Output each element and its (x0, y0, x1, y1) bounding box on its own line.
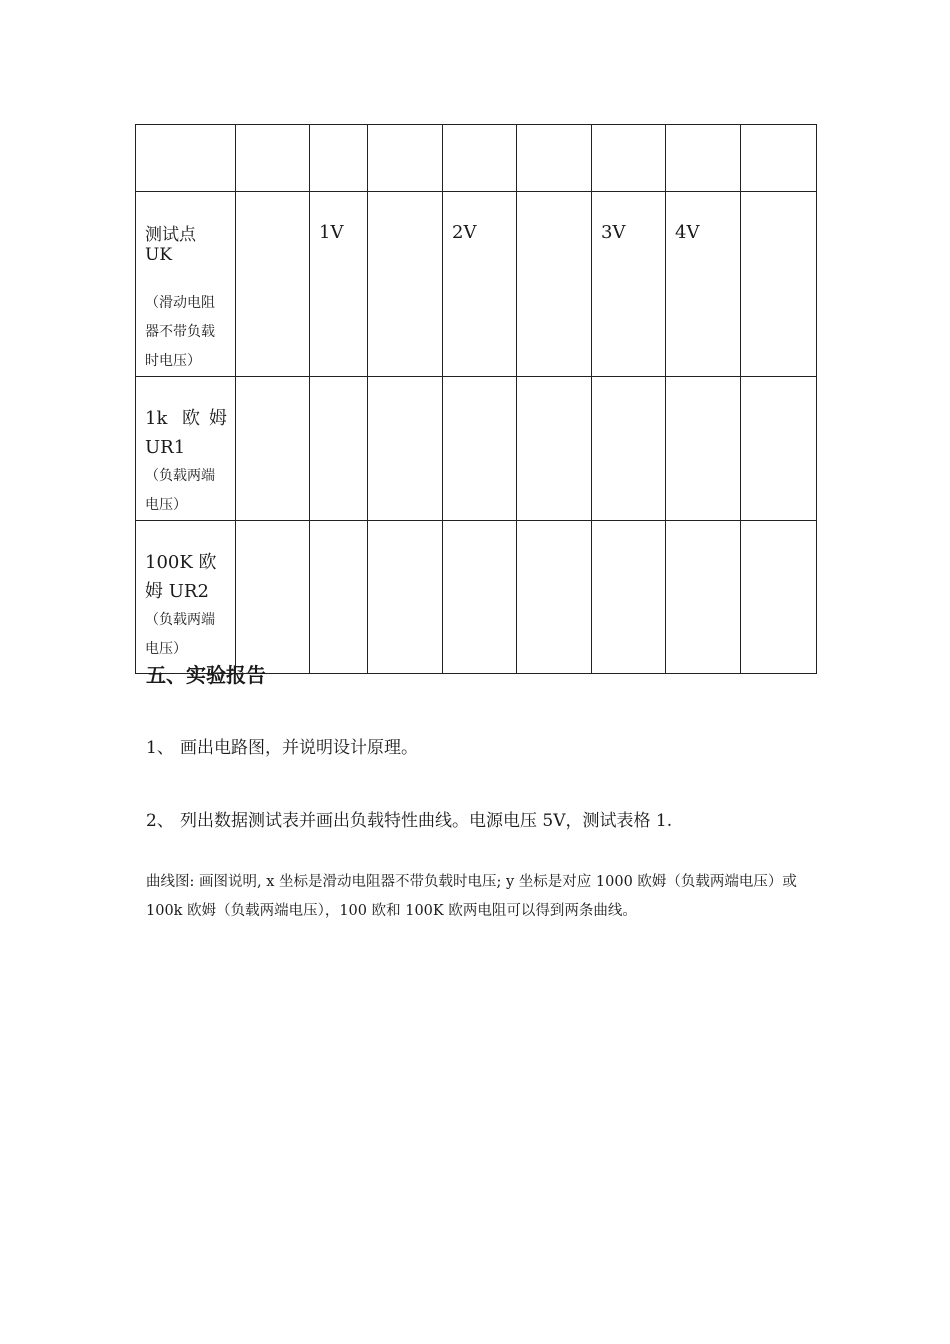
table-row-uk (136, 192, 817, 377)
table-cell (741, 377, 817, 521)
uk-value: 2V (452, 222, 477, 243)
item-number: 1、 (146, 738, 174, 758)
table-cell (310, 377, 368, 521)
curve-note: 曲线图: 画图说明, x 坐标是滑动电阻器不带负载时电压; y 坐标是对应 1000 欧姆（负载两端电压）或 100k 欧姆（负载两端电压），100 欧和 100K 欧两电阻可以得到两条曲线。 (146, 874, 797, 919)
ur2-sublabel: （负载两端电压） (145, 612, 215, 657)
table-cell (236, 521, 310, 674)
uk-label: 测试点 UK (145, 225, 196, 265)
table-cell (310, 192, 368, 377)
row-header-ur2 (136, 521, 236, 674)
table-row-ur2 (136, 521, 817, 674)
table-cell (236, 377, 310, 521)
uk-value: 1V (319, 222, 344, 243)
ur1-sublabel: （负载两端电压） (145, 468, 215, 513)
table-cell (666, 192, 741, 377)
table-cell (517, 377, 592, 521)
item-number: 2、 (146, 811, 174, 831)
table-cell (592, 377, 666, 521)
table-cell (310, 521, 368, 674)
table-cell (592, 521, 666, 674)
uk-value: 4V (675, 222, 700, 243)
uk-value (517, 192, 591, 222)
table-cell (443, 125, 517, 192)
row-header-ur1 (136, 377, 236, 521)
table-cell (310, 125, 368, 192)
table-cell (741, 125, 817, 192)
section-title: 五、实验报告 (146, 663, 266, 687)
table-header-row (136, 125, 817, 192)
table-cell (368, 521, 443, 674)
uk-value: 3V (601, 222, 626, 243)
table-row-ur1 (136, 377, 817, 521)
ur1-label: 1k 欧姆 UR1 (145, 408, 227, 458)
item-text: 列出数据测试表并画出负载特性曲线。电源电压 5V，测试表格 1. (180, 811, 673, 831)
uk-value (236, 192, 309, 222)
table-cell (517, 521, 592, 674)
table-cell (368, 192, 443, 377)
uk-sublabel: （滑动电阻器不带负载时电压） (145, 295, 215, 369)
table-cell (666, 521, 741, 674)
test-data-table (135, 124, 817, 674)
table-cell (666, 377, 741, 521)
report-item (146, 733, 418, 758)
table-cell (236, 192, 310, 377)
row-header-uk (136, 192, 236, 377)
table-cell (443, 192, 517, 377)
table-cell (517, 192, 592, 377)
ur2-label: 100K 欧姆 UR2 (145, 552, 217, 602)
table-cell (666, 125, 741, 192)
table-cell (368, 377, 443, 521)
uk-value (741, 192, 816, 222)
table-cell (368, 125, 443, 192)
table-cell (443, 521, 517, 674)
table-cell (236, 125, 310, 192)
table-cell (592, 192, 666, 377)
table-cell (136, 125, 236, 192)
report-item (146, 806, 672, 831)
table-cell (517, 125, 592, 192)
table-cell (592, 125, 666, 192)
uk-value (368, 192, 442, 222)
table-cell (443, 377, 517, 521)
table-cell (741, 192, 817, 377)
table-cell (741, 521, 817, 674)
item-text: 画出电路图，并说明设计原理。 (180, 738, 418, 758)
